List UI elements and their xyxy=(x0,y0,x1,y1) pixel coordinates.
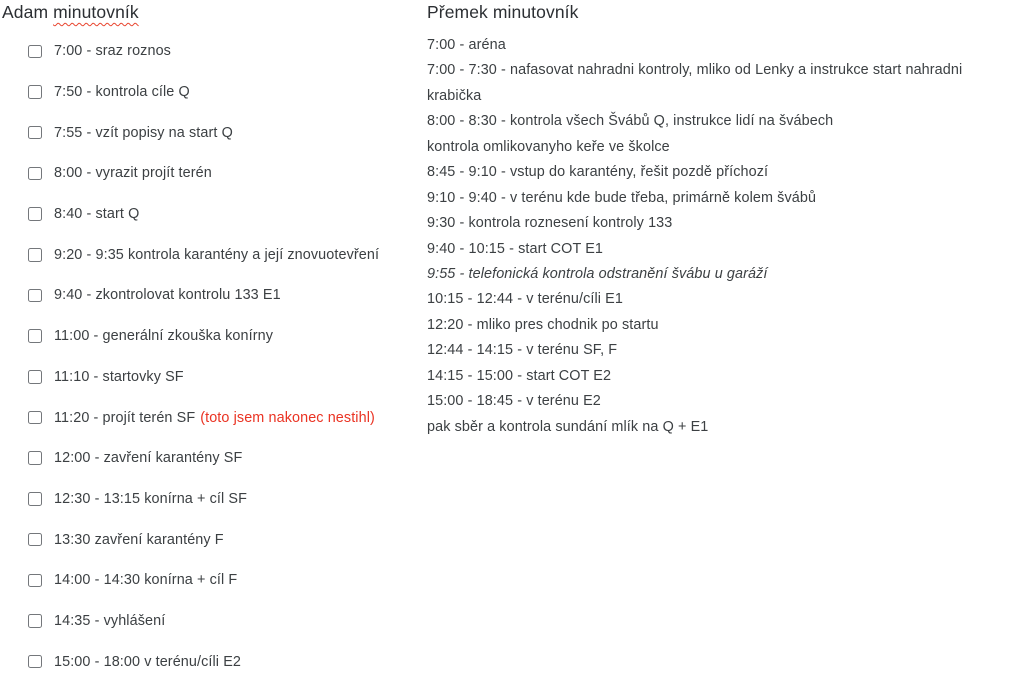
checkbox-icon[interactable] xyxy=(28,85,42,99)
checkbox-icon[interactable] xyxy=(28,574,42,588)
schedule-line: 9:10 - 9:40 - v terénu kde bude třeba, primárně kolem švábů xyxy=(427,189,817,206)
checklist-item xyxy=(28,438,458,479)
checklist-item-label: 12:30 - 13:15 konírna + cíl SF xyxy=(54,490,247,507)
checklist-item xyxy=(28,234,458,275)
checklist-item xyxy=(28,316,458,357)
schedule-line: 14:15 - 15:00 - start COT E2 xyxy=(427,367,612,384)
checklist-item-label: 7:50 - kontrola cíle Q xyxy=(54,84,190,101)
schedule-line: 9:40 - 10:15 - start COT E1 xyxy=(427,240,603,257)
checklist-item xyxy=(28,601,458,642)
checklist-item xyxy=(28,641,458,682)
schedule-line: 12:44 - 14:15 - v terénu SF, F xyxy=(427,342,618,359)
schedule-line: krabička xyxy=(427,87,482,104)
checklist-item xyxy=(28,275,458,316)
checkbox-icon[interactable] xyxy=(28,655,42,669)
checklist-item-label: 15:00 - 18:00 v terénu/cíli E2 xyxy=(54,653,241,670)
checklist-item xyxy=(28,153,458,194)
schedule-line: 8:45 - 9:10 - vstup do karantény, řešit pozdě příchozí xyxy=(427,164,769,181)
checklist-item-label: 7:00 - sraz roznos xyxy=(54,43,171,60)
checkbox-icon[interactable] xyxy=(28,329,42,343)
checklist-item xyxy=(28,31,458,72)
checklist-item-label: 11:20 - projít terén SF xyxy=(54,409,196,426)
checklist-item-label: 9:40 - zkontrolovat kontrolu 133 E1 xyxy=(54,287,281,304)
schedule-line: kontrola omlikovanyho keře ve školce xyxy=(427,138,670,155)
checkbox-icon[interactable] xyxy=(28,411,42,425)
checkbox-icon[interactable] xyxy=(28,248,42,262)
checklist-item xyxy=(28,560,458,601)
checkbox-icon[interactable] xyxy=(28,533,42,547)
checklist xyxy=(28,31,458,682)
checklist-item-label: 14:35 - vyhlášení xyxy=(54,612,166,629)
left-title-word: Adam xyxy=(2,2,49,22)
schedule-line: 7:00 - aréna xyxy=(427,37,506,53)
checklist-item-note: (toto jsem nakonec nestihl) xyxy=(200,409,375,426)
checkbox-icon[interactable] xyxy=(28,289,42,303)
checklist-item xyxy=(28,479,458,520)
checklist-item xyxy=(28,112,458,153)
left-column-title xyxy=(2,2,139,23)
checklist-item xyxy=(28,194,458,235)
checklist-item-label: 11:10 - startovky SF xyxy=(54,368,184,385)
checklist-item xyxy=(28,72,458,113)
right-column-title: Přemek minutovník xyxy=(427,2,579,22)
checklist-item-label: 8:00 - vyrazit projít terén xyxy=(54,165,212,182)
schedule-line: 7:00 - 7:30 - nafasovat nahradni kontroly, mliko od Lenky a instrukce start nahradni xyxy=(427,62,963,79)
schedule-line: 15:00 - 18:45 - v terénu E2 xyxy=(427,393,601,410)
checklist-item xyxy=(28,357,458,398)
checklist-item-label: 11:00 - generální zkouška konírny xyxy=(54,328,274,345)
checklist-item-label: 12:00 - zavření karantény SF xyxy=(54,450,243,467)
schedule-line: 12:20 - mliko pres chodnik po startu xyxy=(427,316,659,333)
schedule-line: 8:00 - 8:30 - kontrola všech Švábů Q, instrukce lidí na švábech xyxy=(427,113,834,130)
checklist-item-label: 8:40 - start Q xyxy=(54,206,140,223)
checkbox-icon[interactable] xyxy=(28,45,42,59)
checklist-item-label: 9:20 - 9:35 kontrola karantény a její znovuotevření xyxy=(54,246,380,263)
checkbox-icon[interactable] xyxy=(28,167,42,181)
checklist-item xyxy=(28,519,458,560)
schedule-line: 10:15 - 12:44 - v terénu/cíli E1 xyxy=(427,291,623,308)
schedule-line: pak sběr a kontrola sundání mlík na Q + E1 xyxy=(427,418,709,435)
checklist-item-label: 14:00 - 14:30 konírna + cíl F xyxy=(54,572,238,589)
checkbox-icon[interactable] xyxy=(28,370,42,384)
schedule-line-italic: 9:55 - telefonická kontrola odstranění švábu u garáží xyxy=(427,265,768,282)
checkbox-icon[interactable] xyxy=(28,492,42,506)
checkbox-icon[interactable] xyxy=(28,207,42,221)
checkbox-icon[interactable] xyxy=(28,126,42,140)
checkbox-icon[interactable] xyxy=(28,451,42,465)
schedule-text-block xyxy=(427,33,1024,440)
checkbox-icon[interactable] xyxy=(28,614,42,628)
checklist-item-label: 13:30 zavření karantény F xyxy=(54,531,224,548)
checklist-item-label: 7:55 - vzít popisy na start Q xyxy=(54,124,233,141)
schedule-line: 9:30 - kontrola roznesení kontroly 133 xyxy=(427,215,673,232)
checklist-item xyxy=(28,397,458,438)
left-title-misspelled-word: minutovník xyxy=(53,2,139,22)
